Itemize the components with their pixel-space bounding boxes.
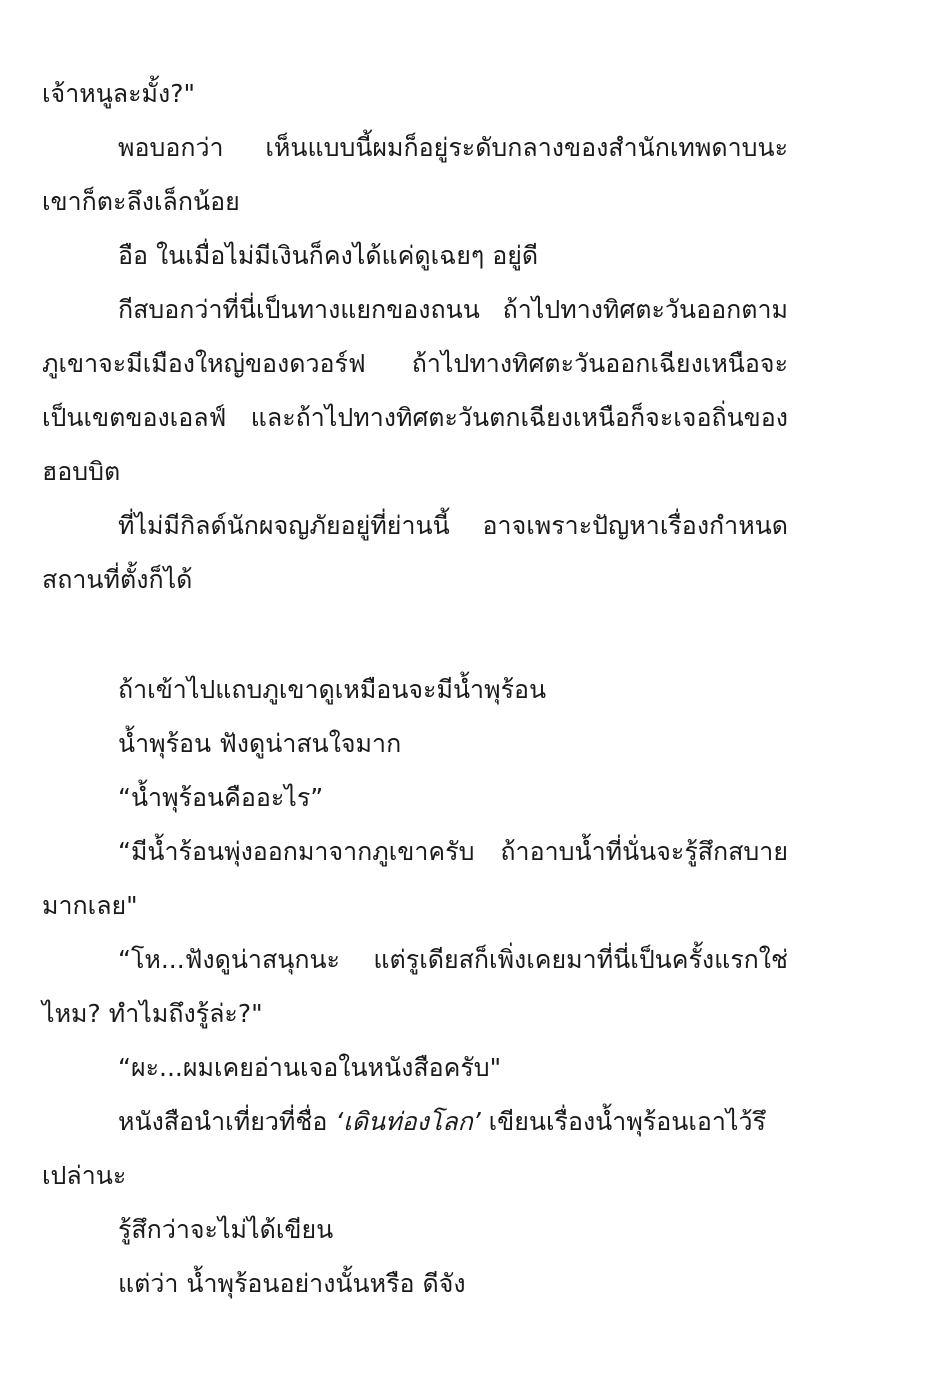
text-line-20: [0, 1158, 936, 1194]
text-line-21: [0, 1212, 936, 1248]
text-line-12: [0, 726, 936, 762]
line-text: “น้ำพุร้อนคืออะไร”: [118, 783, 324, 812]
line-text: น้ำพุร้อน ฟังดูน่าสนใจมาก: [118, 729, 402, 758]
text-line-4: [0, 238, 936, 274]
line-text: อือ ในเมื่อไม่มีเงินก็คงได้แค่ดูเฉยๆ อยู่ดี: [118, 241, 539, 270]
line-text: เขาก็ตะลึงเล็กน้อย: [42, 187, 240, 216]
line-text: ฮอบบิต: [42, 457, 121, 486]
text-line-2: [0, 130, 936, 166]
text-line-14: [0, 834, 936, 870]
line-text: ที่ไม่มีกิลด์นักผจญภัยอยู่ที่ย่านนี้ อาจเพราะปัญหาเรื่องกำหนด: [118, 511, 788, 540]
text-line-3: [0, 184, 936, 220]
text-line-13: [0, 780, 936, 816]
text-line-1: [0, 76, 936, 112]
book-title: ‘เดินท่องโลก’: [335, 1107, 481, 1136]
text-line-19: [0, 1104, 936, 1140]
line-text: สถานที่ตั้งก็ได้: [42, 565, 193, 594]
line-text: เปล่านะ: [42, 1161, 127, 1190]
line-text: กีสบอกว่าที่นี่เป็นทางแยกของถนน ถ้าไปทางทิศตะวันออกตาม: [118, 295, 788, 324]
line-text: เขียนเรื่องน้ำพุร้อนเอาไว้รึ: [480, 1107, 766, 1136]
text-line-22: [0, 1266, 936, 1302]
line-text: เป็นเขตของเอลฟ์ และถ้าไปทางทิศตะวันตกเฉียงเหนือก็จะเจอถิ่นของ: [42, 403, 788, 432]
text-line-18: [0, 1050, 936, 1086]
text-line-17: [0, 996, 936, 1032]
line-text: พอบอกว่า เห็นแบบนี้ผมก็อยู่ระดับกลางของสำนักเทพดาบนะ: [118, 133, 788, 162]
text-line-15: [0, 888, 936, 924]
line-text: “ผะ...ผมเคยอ่านเจอในหนังสือครับ": [118, 1053, 502, 1082]
text-line-11: [0, 672, 936, 708]
text-line-16: [0, 942, 936, 978]
line-text: มากเลย": [42, 891, 138, 920]
line-text: รู้สึกว่าจะไม่ได้เขียน: [118, 1215, 334, 1244]
line-text: “มีน้ำร้อนพุ่งออกมาจากภูเขาครับ ถ้าอาบน้ำที่นั่นจะรู้สึกสบาย: [118, 837, 788, 866]
text-line-6: [0, 346, 936, 382]
line-text: “โห...ฟังดูน่าสนุกนะ แต่รูเดียสก็เพิ่งเคยมาที่นี่เป็นครั้งแรกใช่: [118, 945, 788, 974]
text-line-5: [0, 292, 936, 328]
line-text: หนังสือนำเที่ยวที่ชื่อ: [118, 1107, 336, 1136]
line-text: ไหม? ทำไมถึงรู้ล่ะ?": [42, 999, 263, 1028]
text-line-8: [0, 454, 936, 490]
line-text: ถ้าเข้าไปแถบภูเขาดูเหมือนจะมีน้ำพุร้อน: [118, 675, 547, 704]
line-text: แต่ว่า น้ำพุร้อนอย่างนั้นหรือ ดีจัง: [118, 1269, 466, 1298]
text-line-7: [0, 400, 936, 436]
text-line-10: [0, 562, 936, 598]
line-text: ภูเขาจะมีเมืองใหญ่ของดวอร์ฟ ถ้าไปทางทิศตะวันออกเฉียงเหนือจะ: [42, 349, 788, 378]
text-line-9: [0, 508, 936, 544]
line-text: เจ้าหนูละมั้ง?": [42, 79, 196, 108]
